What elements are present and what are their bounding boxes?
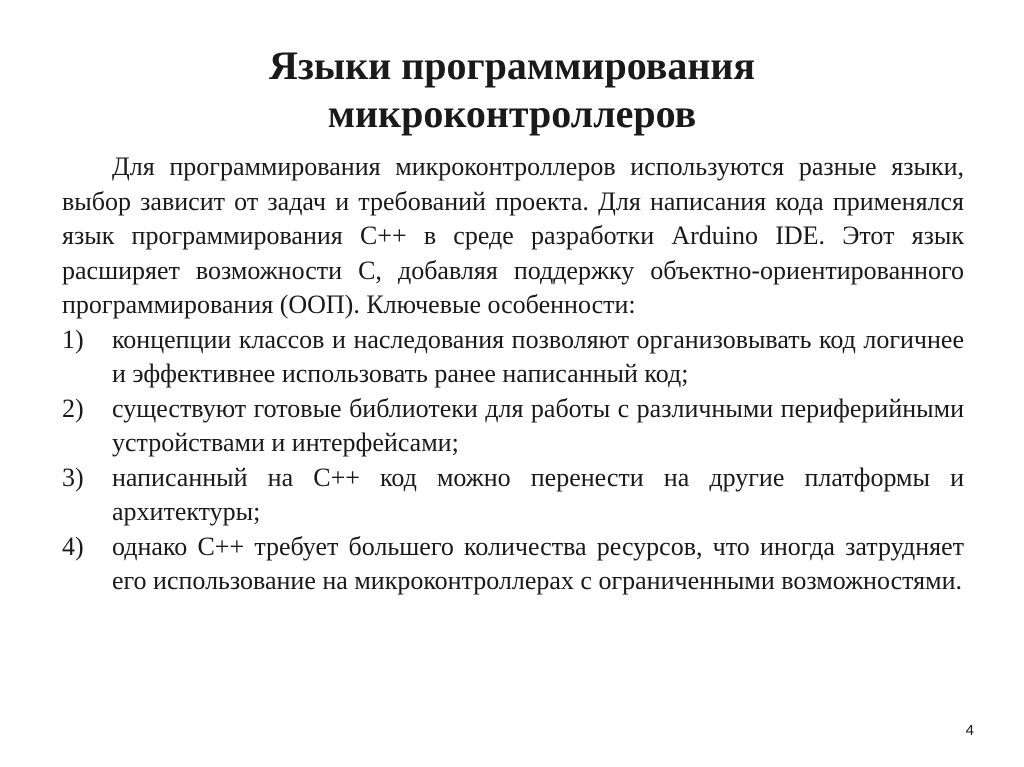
list-item	[62, 530, 964, 599]
list-item-text: однако С++ требует большего количества ресурсов, что иногда затрудняет его использование на микроконтроллерах с ограниченными возможностями.	[112, 531, 964, 595]
slide-body	[62, 150, 964, 599]
intro-paragraph: Для программирования микроконтроллеров используются разные языки, выбор зависит от задач и требований проекта. Для написания кода применялся язык программирования C++ в среде разработки Arduino IDE. Этот язык расширяет возможности С, добавляя поддержку объектно-ориентированного программирования (ООП). Ключевые особенности:	[62, 152, 964, 319]
page-number: 4	[965, 722, 974, 739]
slide-title	[120, 42, 904, 138]
list-item-text: написанный на С++ код можно перенести на другие платформы и архитектуры;	[112, 462, 964, 526]
slide-title-line-2: микроконтроллеров	[327, 91, 697, 136]
slide-title-line-1: Языки программирования	[268, 43, 756, 88]
features-list	[62, 323, 964, 599]
list-item-text: существуют готовые библиотеки для работы с различными периферийными устройствами и интерфейсами;	[112, 393, 964, 457]
list-item-marker: 3)	[62, 462, 84, 492]
list-item-marker: 4)	[62, 531, 84, 561]
list-item	[62, 323, 964, 392]
list-item-text: концепции классов и наследования позволяют организовывать код логичнее и эффективнее использовать ранее написанный код;	[112, 324, 964, 388]
list-item	[62, 461, 964, 530]
list-item-marker: 2)	[62, 393, 84, 423]
list-item-marker: 1)	[62, 324, 84, 354]
list-item	[62, 392, 964, 461]
